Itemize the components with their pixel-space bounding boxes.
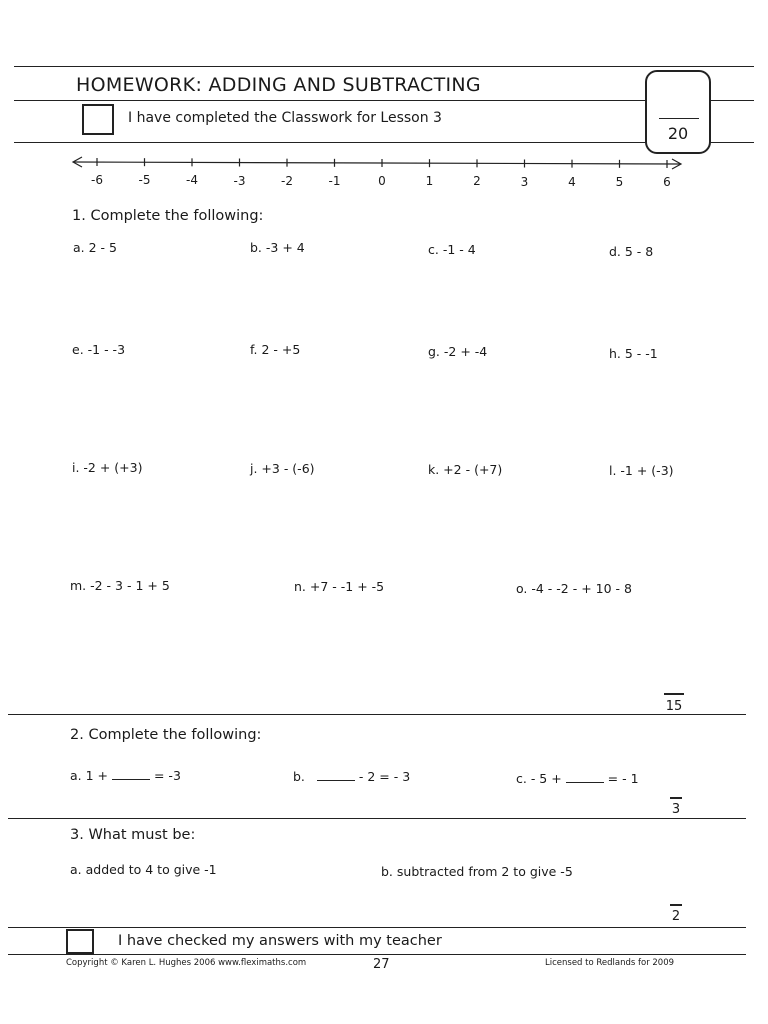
teacher-check-label: I have checked my answers with my teacher [118, 933, 442, 949]
q3-item-a: a. added to 4 to give -1 [70, 862, 217, 877]
number-line-label: -1 [328, 173, 341, 188]
number-line-label: 2 [473, 174, 481, 189]
q2-item-c [516, 771, 639, 786]
q1-item-a: a. 2 - 5 [73, 240, 117, 255]
score-blank-line [659, 118, 699, 119]
license-text: Licensed to Redlands for 2009 [545, 958, 675, 968]
number-line-ticks [97, 158, 667, 168]
q1-item-l: l. -1 + (-3) [609, 463, 674, 478]
q2-b-prefix: b. [293, 769, 305, 784]
q1-marks-bar [664, 693, 684, 695]
q3-item-b: b. subtracted from 2 to give -5 [381, 864, 573, 879]
number-line-label: -6 [91, 173, 103, 187]
q1-item-e: e. -1 - -3 [72, 342, 126, 357]
header-mid-rule [14, 100, 754, 101]
q1-item-f: f. 2 - +5 [250, 342, 301, 357]
number-line-label: 0 [378, 174, 386, 188]
q2-b-suffix: - 2 = - 3 [358, 769, 411, 784]
q1-divider [8, 714, 746, 715]
q1-item-c: c. -1 - 4 [428, 242, 476, 257]
q1-item-m: m. -2 - 3 - 1 + 5 [70, 578, 170, 593]
q2-b-blank[interactable] [317, 770, 355, 781]
number-line-label: 4 [568, 174, 576, 189]
number-line-label: 3 [520, 174, 529, 189]
number-line-label: -2 [281, 173, 293, 188]
q2-a-suffix: = -3 [153, 768, 181, 783]
q3-marks: 2 [671, 909, 681, 924]
q2-marks-bar [670, 797, 682, 799]
number-line-label: -5 [138, 173, 151, 188]
classwork-checkbox[interactable] [82, 104, 114, 135]
q1-item-i: i. -2 + (+3) [72, 460, 143, 475]
footer-bottom-rule [8, 954, 746, 955]
q2-divider [8, 818, 746, 819]
footer-top-rule [8, 927, 746, 928]
page-number: 27 [373, 957, 390, 972]
q1-item-k: k. +2 - (+7) [428, 462, 503, 477]
q2-item-b [293, 769, 410, 784]
q1-item-d: d. 5 - 8 [609, 244, 654, 259]
teacher-checkbox[interactable] [66, 929, 94, 954]
number-line-label: 1 [425, 174, 434, 189]
total-score-box [645, 70, 711, 154]
q2-marks: 3 [671, 802, 681, 817]
q1-marks: 15 [665, 699, 683, 714]
classwork-check-label: I have completed the Classwork for Lesson 3 [128, 110, 442, 126]
number-line-axis [74, 162, 680, 164]
q1-item-j: j. +3 - (-6) [250, 461, 315, 476]
q2-c-suffix: = - 1 [607, 771, 639, 786]
q1-item-h: h. 5 - -1 [609, 346, 658, 361]
q1-item-g: g. -2 + -4 [428, 344, 488, 359]
q2-heading: 2. Complete the following: [70, 727, 262, 743]
number-line-label: -4 [186, 173, 198, 188]
q2-c-prefix: c. - 5 + [516, 771, 562, 786]
q3-heading: 3. What must be: [70, 827, 196, 843]
number-line-label: 5 [615, 174, 624, 189]
q1-item-n: n. +7 - -1 + -5 [294, 579, 385, 594]
q2-c-blank[interactable] [566, 772, 604, 783]
q2-item-a [70, 768, 181, 783]
page-title: HOMEWORK: ADDING AND SUBTRACTING [76, 74, 481, 96]
q2-a-blank[interactable] [112, 769, 150, 780]
q1-item-b: b. -3 + 4 [250, 240, 305, 255]
q2-a-prefix: a. 1 + [70, 768, 109, 783]
q1-item-o: o. -4 - -2 - + 10 - 8 [516, 581, 632, 596]
header-bottom-rule [14, 142, 754, 143]
number-line-label: 6 [663, 175, 671, 189]
q3-marks-bar [670, 904, 682, 906]
header-top-rule [14, 66, 754, 67]
q1-heading: 1. Complete the following: [72, 208, 264, 224]
copyright-text: Copyright © Karen L. Hughes 2006 www.fleximaths.com [66, 958, 307, 968]
number-line-label: -3 [233, 173, 246, 188]
total-score: 20 [667, 124, 689, 143]
